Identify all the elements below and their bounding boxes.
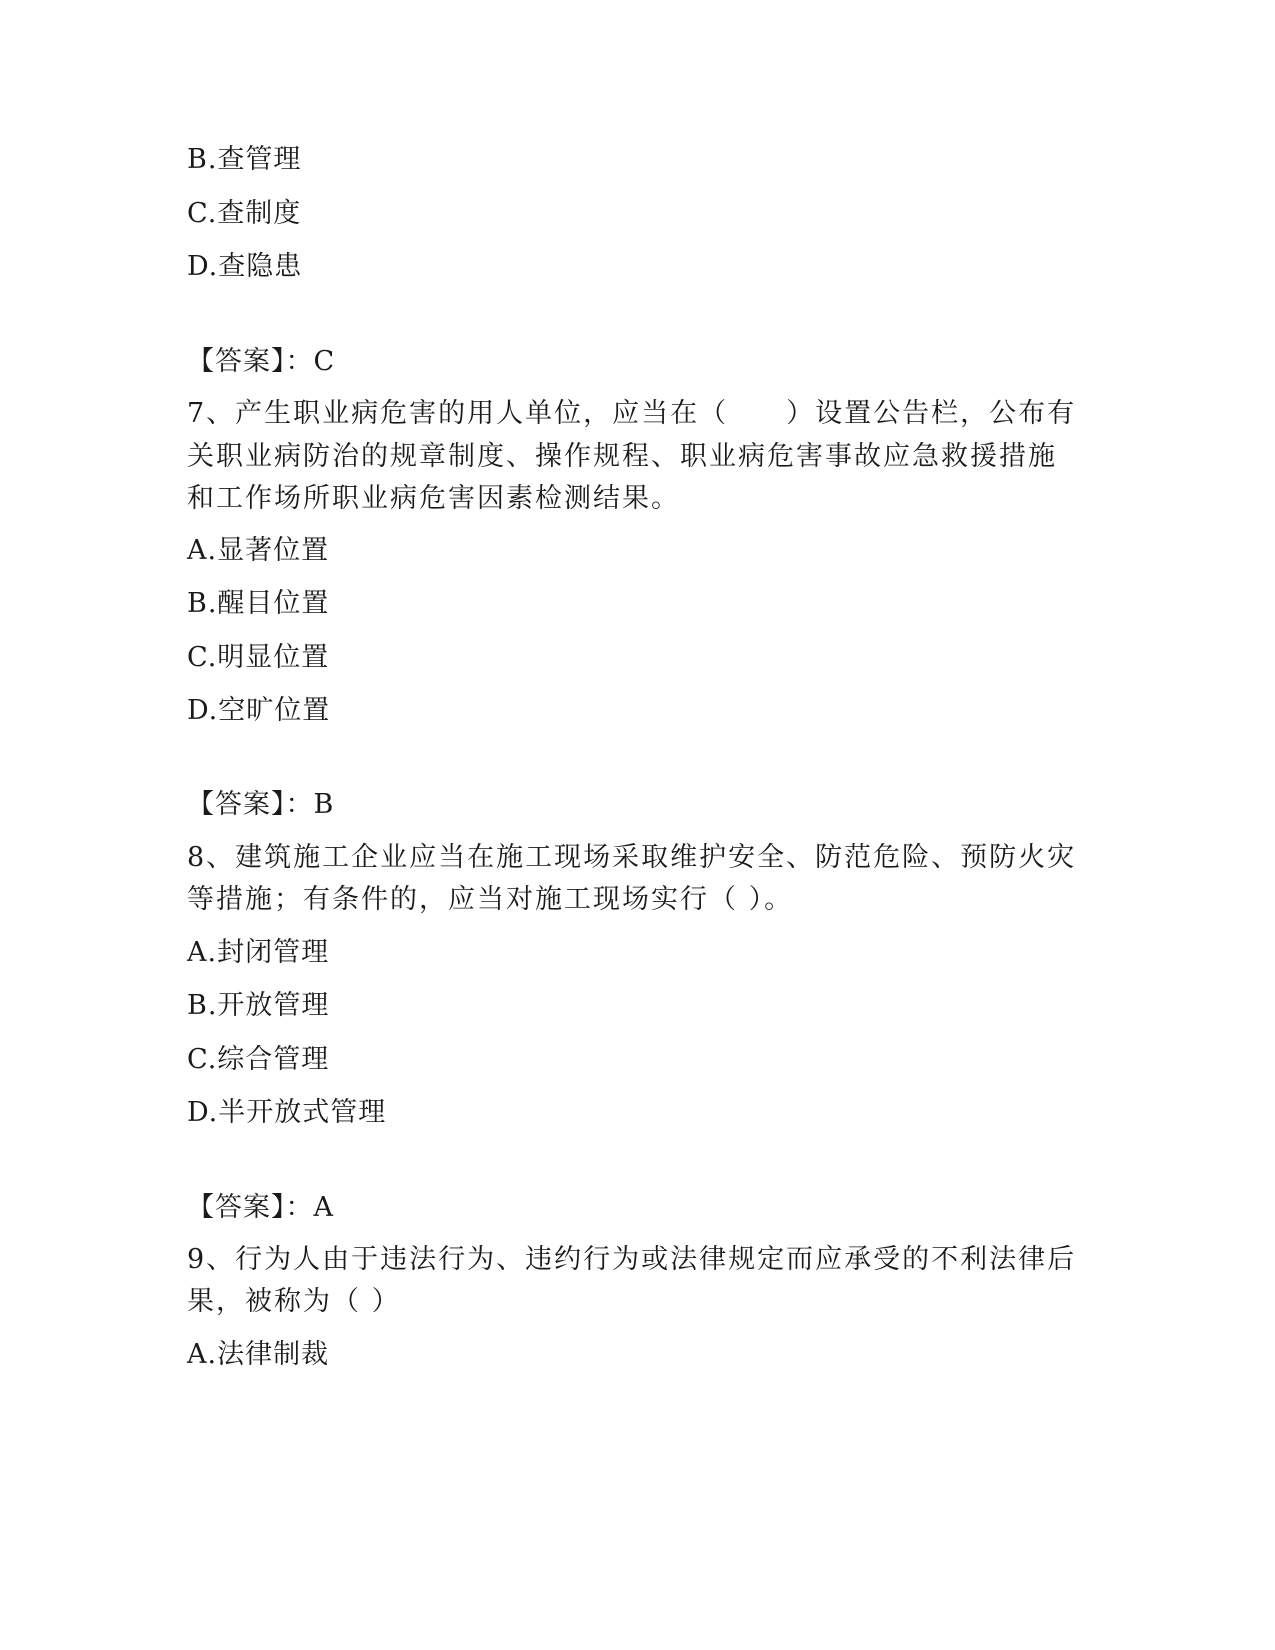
q6-answer: 【答案】：C <box>187 346 336 377</box>
q8-option-b: B.开放管理 <box>187 990 330 1021</box>
q9-text-line-1: 9、行为人由于违法行为、违约行为或法律规定而应承受的不利法律后 <box>187 1244 1077 1275</box>
q7-option-d: D.空旷位置 <box>187 695 331 726</box>
q7-option-a: A.显著位置 <box>187 535 330 566</box>
q7-option-b: B.醒目位置 <box>187 588 330 619</box>
q7-answer: 【答案】：B <box>187 789 335 820</box>
q7-text-line-1: 7、产生职业病危害的用人单位，应当在（ ）设置公告栏，公布有 <box>187 398 1077 429</box>
q7-text-line-2: 关职业病防治的规章制度、操作规程、职业病危害事故应急救援措施 <box>187 441 1057 472</box>
q8-option-c: C.综合管理 <box>187 1044 330 1075</box>
q9-option-a: A.法律制裁 <box>187 1339 330 1370</box>
q6-option-d: D.查隐患 <box>187 251 303 282</box>
q8-option-a: A.封闭管理 <box>187 937 330 968</box>
q6-option-b: B.查管理 <box>187 144 302 175</box>
q7-text-line-3: 和工作场所职业病危害因素检测结果。 <box>187 483 680 514</box>
q8-option-d: D.半开放式管理 <box>187 1097 387 1128</box>
q7-option-c: C.明显位置 <box>187 642 330 673</box>
q8-answer: 【答案】：A <box>187 1192 334 1223</box>
q8-text-line-2: 等措施；有条件的，应当对施工现场实行（ ）。 <box>187 884 794 915</box>
q8-text-line-1: 8、建筑施工企业应当在施工现场采取维护安全、防范危险、预防火灾 <box>187 842 1077 873</box>
q9-text-line-2: 果，被称为（ ） <box>187 1286 401 1317</box>
q6-option-c: C.查制度 <box>187 198 302 229</box>
